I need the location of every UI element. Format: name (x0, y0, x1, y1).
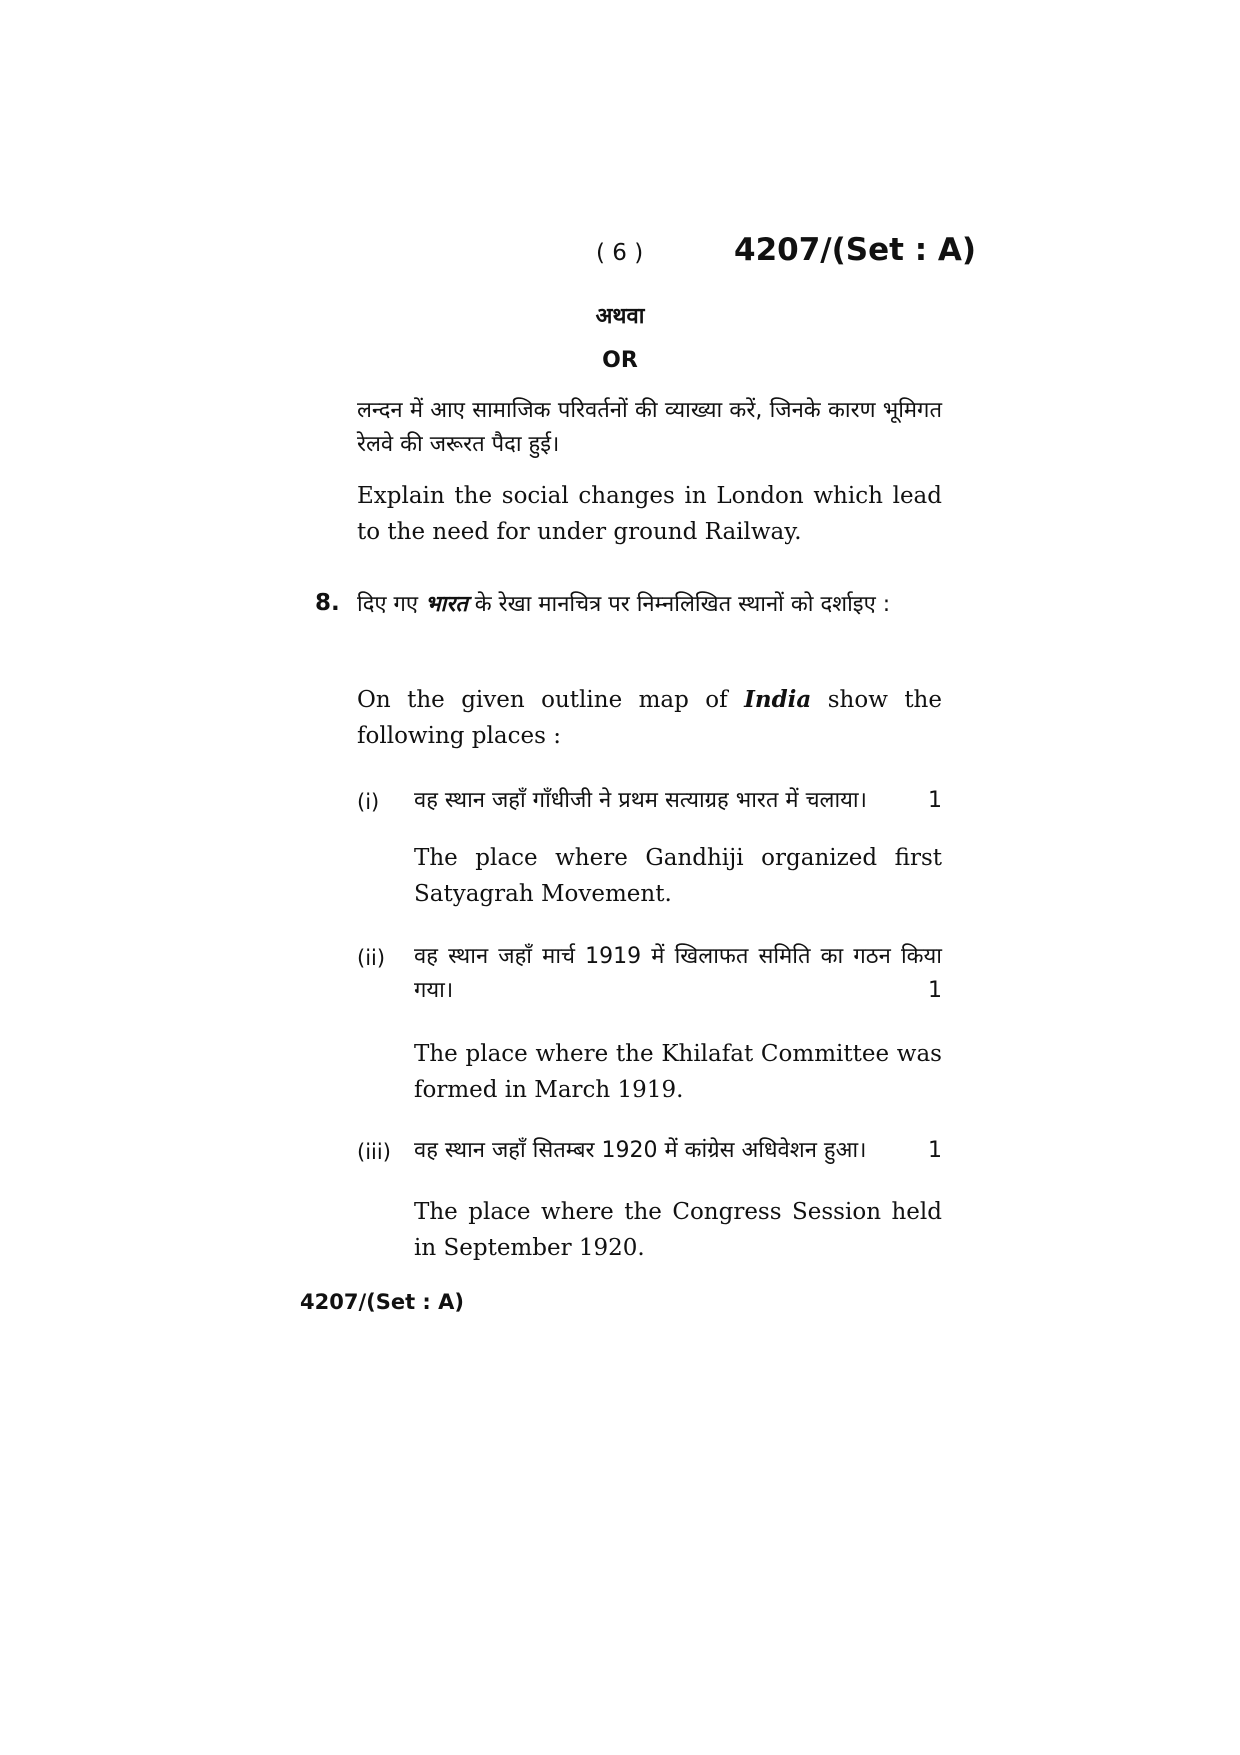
subpart-iii-hindi-text: वह स्थान जहाँ सितम्बर 1920 में कांग्रेस अधिवेशन हुआ। (414, 1138, 867, 1163)
question-8-hindi (357, 588, 942, 622)
question-8-hindi-emphasis: भारत (425, 592, 468, 617)
subpart-iii-hindi (414, 1134, 942, 1168)
question-8-english-after: show the following places : (357, 687, 942, 749)
subpart-ii-hindi-text: वह स्थान जहाँ मार्च 1919 में खिलाफत समिति का गठन किया गया। (414, 944, 942, 1003)
or-separator-english: OR (602, 348, 638, 373)
question-8-english-before: On the given outline map of (357, 687, 728, 713)
subpart-i-hindi-text: वह स्थान जहाँ गाँधीजी ने प्रथम सत्याग्रह भारत में चलाया। (414, 788, 867, 813)
question-7-or-hindi: लन्दन में आए सामाजिक परिवर्तनों की व्याख्या करें, जिनके कारण भूमिगत रेलवे की जरूरत पैदा हुई। (357, 398, 942, 457)
question-8-hindi-before: दिए गए (357, 592, 419, 617)
question-8-hindi-after: के रेखा मानचित्र पर निम्नलिखित स्थानों को दर्शाइए : (474, 592, 891, 617)
page-number: ( 6 ) (596, 240, 644, 266)
subpart-i-marks: 1 (928, 788, 942, 813)
question-7-or-english: Explain the social changes in London which lead to the need for under ground Railway. (357, 483, 942, 545)
subpart-ii-hindi (414, 940, 942, 1008)
subpart-ii-english: The place where the Khilafat Committee was formed in March 1919. (414, 1041, 942, 1103)
subpart-iii-marks: 1 (928, 1138, 942, 1163)
subpart-iii-english: The place where the Congress Session held in September 1920. (414, 1199, 942, 1261)
subpart-i-english: The place where Gandhiji organized first Satyagrah Movement. (414, 845, 942, 907)
subpart-i-label: (i) (357, 790, 380, 814)
subpart-iii-label: (iii) (357, 1140, 391, 1164)
question-8-english (357, 682, 942, 754)
or-separator-hindi: अथवा (595, 304, 645, 329)
subpart-ii-marks: 1 (928, 978, 942, 1003)
subpart-ii-label: (ii) (357, 946, 386, 970)
subpart-i-hindi (414, 784, 942, 818)
question-8-english-emphasis: India (744, 686, 812, 713)
set-code-header: 4207/(Set : A) (734, 232, 977, 268)
question-8-number: 8. (315, 590, 340, 616)
set-code-footer: 4207/(Set : A) (300, 1290, 464, 1314)
